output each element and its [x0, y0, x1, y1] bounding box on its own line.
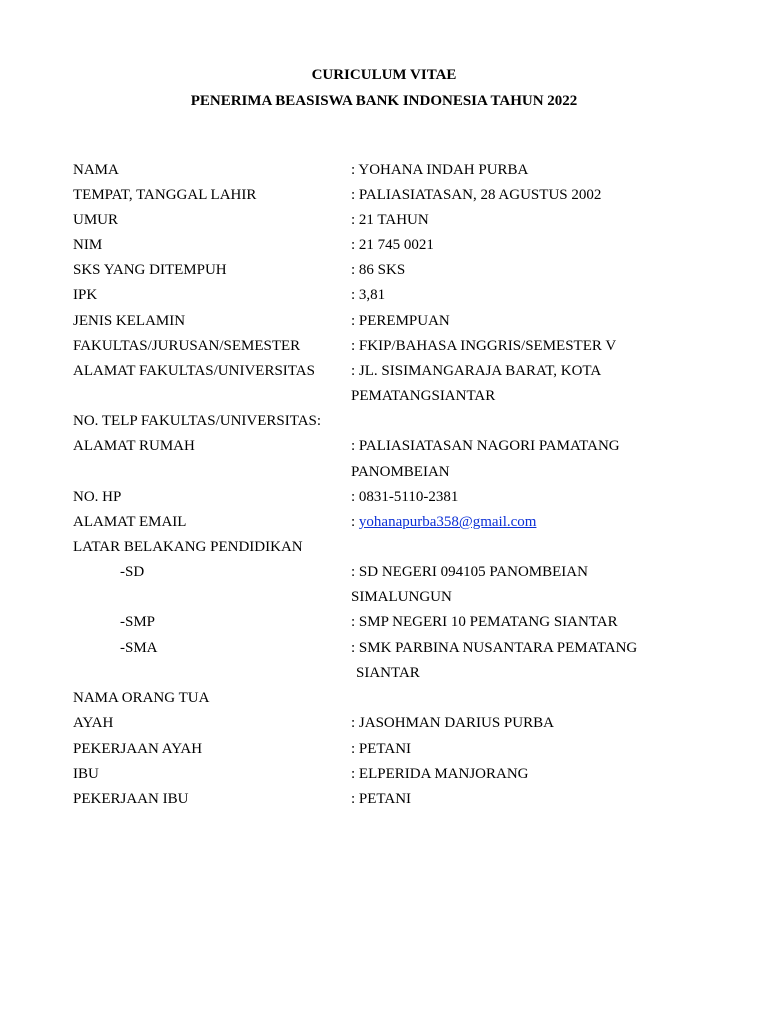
field-row-fakultas — [0, 336, 768, 361]
field-value: : YOHANA INDAH PURBA — [351, 162, 529, 178]
field-value: : JL. SISIMANGARAJA BARAT, KOTA — [351, 363, 602, 379]
field-label: ALAMAT FAKULTAS/UNIVERSITAS — [73, 363, 315, 379]
document-subtitle: PENERIMA BEASISWA BANK INDONESIA TAHUN 2022 — [190, 93, 578, 109]
field-value: : ELPERIDA MANJORANG — [351, 766, 529, 782]
field-row-pekerjaan-ibu — [0, 789, 768, 814]
field-value: : SMK PARBINA NUSANTARA PEMATANG — [351, 640, 638, 656]
field-value-continuation: PANOMBEIAN — [351, 464, 450, 480]
field-row-pendidikan — [0, 537, 768, 562]
field-value: : 21 TAHUN — [351, 212, 429, 228]
field-label: PEKERJAAN IBU — [73, 791, 189, 807]
field-row-alamat-rumah — [0, 436, 768, 461]
field-label: UMUR — [73, 212, 119, 228]
field-row-ayah — [0, 713, 768, 738]
field-label: NO. TELP FAKULTAS/UNIVERSITAS: — [73, 413, 322, 429]
field-label: -SMP — [120, 614, 156, 630]
field-label: PEKERJAAN AYAH — [73, 741, 203, 757]
field-row-nama — [0, 160, 768, 185]
field-value: : FKIP/BAHASA INGGRIS/SEMESTER V — [351, 338, 617, 354]
field-value-continuation: SIANTAR — [356, 665, 420, 681]
field-label: NIM — [73, 237, 103, 253]
field-value: : 3,81 — [351, 287, 386, 303]
field-value: : PEREMPUAN — [351, 313, 450, 329]
field-value: : SD NEGERI 094105 PANOMBEIAN — [351, 564, 588, 580]
field-row-ttl — [0, 185, 768, 210]
field-value: : SMP NEGERI 10 PEMATANG SIANTAR — [351, 614, 618, 630]
field-value: : PALIASIATASAN NAGORI PAMATANG — [351, 438, 620, 454]
field-label: AYAH — [73, 715, 114, 731]
field-label: NAMA ORANG TUA — [73, 690, 210, 706]
email-prefix: : — [351, 514, 359, 530]
field-label: LATAR BELAKANG PENDIDIKAN — [73, 539, 303, 555]
field-label: JENIS KELAMIN — [73, 313, 186, 329]
field-label: ALAMAT EMAIL — [73, 514, 187, 530]
field-row-orang-tua — [0, 688, 768, 713]
field-value: : JASOHMAN DARIUS PURBA — [351, 715, 554, 731]
field-value-continuation: PEMATANGSIANTAR — [351, 388, 496, 404]
field-label: -SD — [120, 564, 145, 580]
field-row-alamat-fakultas-cont — [0, 386, 768, 411]
field-label: ALAMAT RUMAH — [73, 438, 195, 454]
field-row-sma — [0, 638, 768, 663]
field-row-sks — [0, 260, 768, 285]
document-title: CURICULUM VITAE — [311, 67, 457, 83]
field-row-pekerjaan-ayah — [0, 739, 768, 764]
field-value: : 21 745 0021 — [351, 237, 434, 253]
field-row-jenis-kelamin — [0, 311, 768, 336]
field-label: TEMPAT, TANGGAL LAHIR — [73, 187, 257, 203]
email-link[interactable]: yohanapurba358@gmail.com — [358, 514, 537, 530]
field-row-nim — [0, 235, 768, 260]
field-value: : 86 SKS — [351, 262, 406, 278]
field-row-sd — [0, 562, 768, 587]
field-row-telp-fakultas — [0, 411, 768, 436]
field-label: IPK — [73, 287, 98, 303]
field-label: SKS YANG DITEMPUH — [73, 262, 227, 278]
field-value-continuation: SIMALUNGUN — [351, 589, 452, 605]
field-value: : 0831-5110-2381 — [351, 489, 459, 505]
field-row-email — [0, 512, 768, 537]
field-row-hp — [0, 487, 768, 512]
field-row-alamat-fakultas — [0, 361, 768, 386]
field-value: : PALIASIATASAN, 28 AGUSTUS 2002 — [351, 187, 602, 203]
field-label: -SMA — [120, 640, 158, 656]
field-row-ibu — [0, 764, 768, 789]
field-row-umur — [0, 210, 768, 235]
field-label: NO. HP — [73, 489, 122, 505]
field-row-sd-cont — [0, 587, 768, 612]
field-label: IBU — [73, 766, 99, 782]
field-value: : PETANI — [351, 791, 412, 807]
field-value: : PETANI — [351, 741, 412, 757]
field-row-smp — [0, 612, 768, 637]
field-row-alamat-rumah-cont — [0, 462, 768, 487]
field-value — [351, 512, 536, 532]
field-row-sma-cont — [0, 663, 768, 688]
field-row-ipk — [0, 285, 768, 310]
field-label: FAKULTAS/JURUSAN/SEMESTER — [73, 338, 301, 354]
field-label: NAMA — [73, 162, 119, 178]
